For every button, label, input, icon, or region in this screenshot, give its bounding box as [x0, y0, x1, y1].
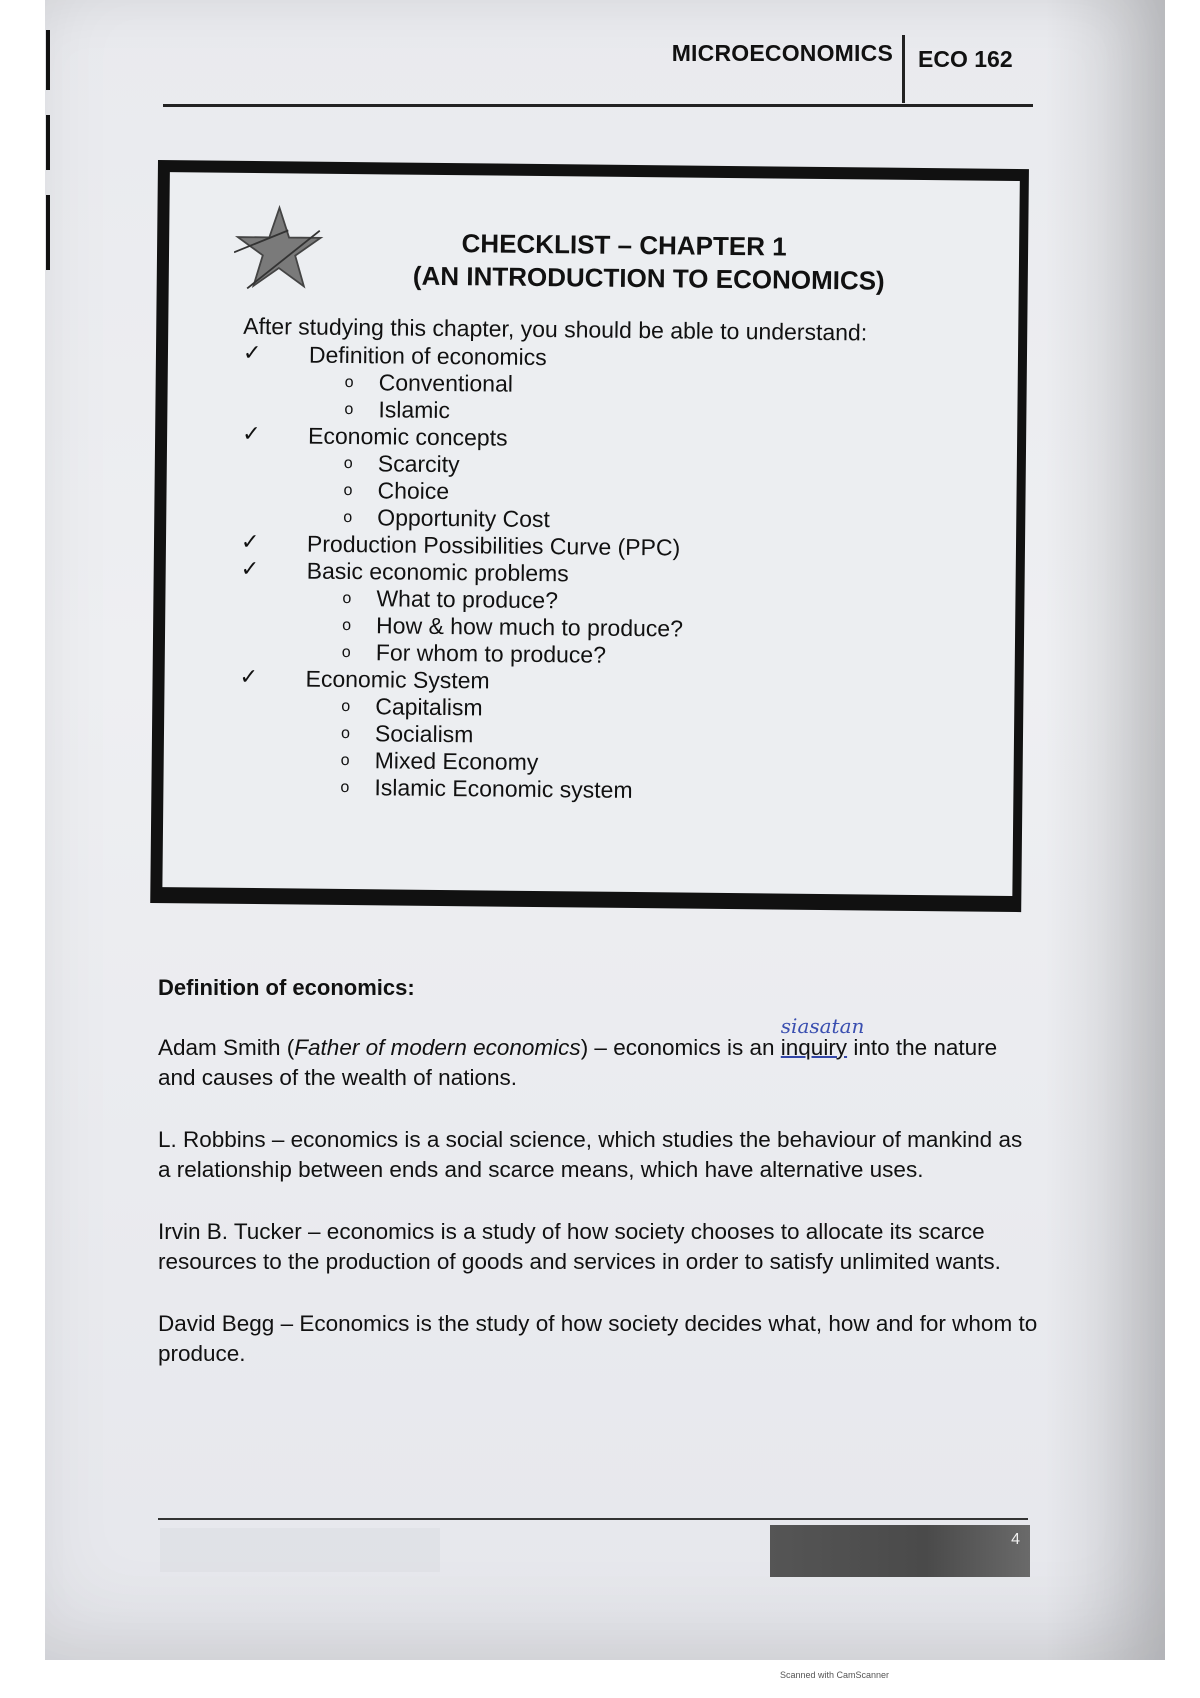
checklist-title-line1: CHECKLIST – CHAPTER 1: [461, 228, 787, 262]
checklist-subitem: o Socialism: [340, 720, 474, 748]
checklist-intro: After studying this chapter, you should be able to understand:: [243, 312, 868, 346]
circle-bullet-icon: o: [342, 589, 352, 608]
scan-edge-mark: [46, 195, 50, 270]
circle-bullet-icon: o: [343, 454, 353, 473]
circle-bullet-icon: o: [340, 778, 350, 797]
checklist-sublist: [306, 585, 684, 670]
check-icon: ✓: [239, 663, 259, 690]
smith-epithet: Father of modern economics: [294, 1035, 581, 1060]
checklist-box: [150, 160, 1029, 912]
checklist-sublist: [308, 369, 685, 427]
checklist-item: [242, 341, 686, 427]
footer-rule: [158, 1518, 1028, 1520]
page-number: 4: [1011, 1531, 1020, 1548]
definition-robbins: L. Robbins – economics is a social science, which studies the behaviour of mankind as a relationship between ends and scarce means, which have alternative uses.: [158, 1127, 1023, 1182]
checklist-sublist: [304, 693, 682, 805]
circle-bullet-icon: o: [341, 697, 351, 716]
checklist-title-line2: (AN INTRODUCTION TO ECONOMICS): [412, 260, 885, 296]
page-number-tab: [770, 1525, 1030, 1577]
checklist-item-label: Basic economic problems: [306, 557, 569, 587]
page-header: [163, 35, 1033, 105]
checklist-subitem: o Conventional: [344, 369, 514, 397]
checklist-item: [238, 665, 682, 805]
section-heading: Definition of economics:: [158, 975, 415, 1000]
course-code: ECO 162: [918, 46, 1013, 72]
scan-edge-mark: [46, 115, 50, 170]
checklist-subitem: o What to produce?: [342, 585, 559, 614]
checklist-subitem: o Opportunity Cost: [343, 504, 550, 533]
definition-smith: Adam Smith (Father of modern economics) – economics is an siasatan inquiry into the nature and causes of the wealth of nations.: [158, 1033, 1038, 1093]
checklist-subitem: o Islamic: [344, 396, 451, 424]
checklist-item-label: Economic concepts: [307, 422, 508, 451]
handwritten-annotation: siasatan: [780, 1014, 865, 1038]
check-icon: ✓: [242, 339, 262, 366]
circle-bullet-icon: o: [341, 643, 351, 662]
checklist-item-label: Production Possibilities Curve (PPC): [306, 530, 681, 561]
circle-bullet-icon: o: [343, 508, 353, 527]
circle-bullet-icon: o: [342, 616, 352, 635]
course-title: MICROECONOMICS: [671, 40, 893, 66]
checklist-subitem: o For whom to produce?: [341, 639, 607, 668]
circle-bullet-icon: o: [344, 400, 354, 419]
scan-edge-mark: [46, 30, 50, 90]
checklist-title: [169, 224, 1020, 299]
circle-bullet-icon: o: [340, 724, 350, 743]
underlined-word: siasatan inquiry: [781, 1035, 847, 1060]
check-icon: ✓: [240, 555, 260, 582]
circle-bullet-icon: o: [343, 481, 353, 500]
checklist-subitem: o Scarcity: [343, 450, 460, 478]
checklist-list: [238, 341, 686, 805]
checklist-subitem: o Choice: [343, 477, 450, 505]
checklist-subitem: o Capitalism: [341, 693, 483, 721]
header-rule: [163, 104, 1033, 107]
checklist-item-label: Definition of economics: [308, 341, 547, 371]
checklist-subitem: o Islamic Economic system: [340, 774, 633, 804]
checklist-subitem: o Mixed Economy: [340, 747, 539, 776]
definitions-section: [158, 975, 1038, 1401]
checklist-item-label: Economic System: [305, 665, 490, 694]
footer-ghost-block: [160, 1528, 440, 1572]
definition-tucker: Irvin B. Tucker – economics is a study of how society chooses to allocate its scarce resources to the production of goods and services in order to satisfy unlimited wants.: [158, 1219, 1001, 1274]
checklist-item: [241, 422, 685, 535]
checklist-sublist: [307, 450, 685, 535]
checklist-subitem: o How & how much to produce?: [342, 612, 684, 642]
scanner-note: Scanned with CamScanner: [780, 1670, 890, 1680]
checklist-item: [240, 557, 684, 670]
definition-begg: David Begg – Economics is the study of how society decides what, how and for whom to produce.: [158, 1311, 1038, 1366]
circle-bullet-icon: o: [340, 751, 350, 770]
header-divider: [902, 35, 905, 103]
check-icon: ✓: [242, 420, 261, 447]
circle-bullet-icon: o: [344, 373, 354, 392]
check-icon: ✓: [240, 528, 260, 555]
